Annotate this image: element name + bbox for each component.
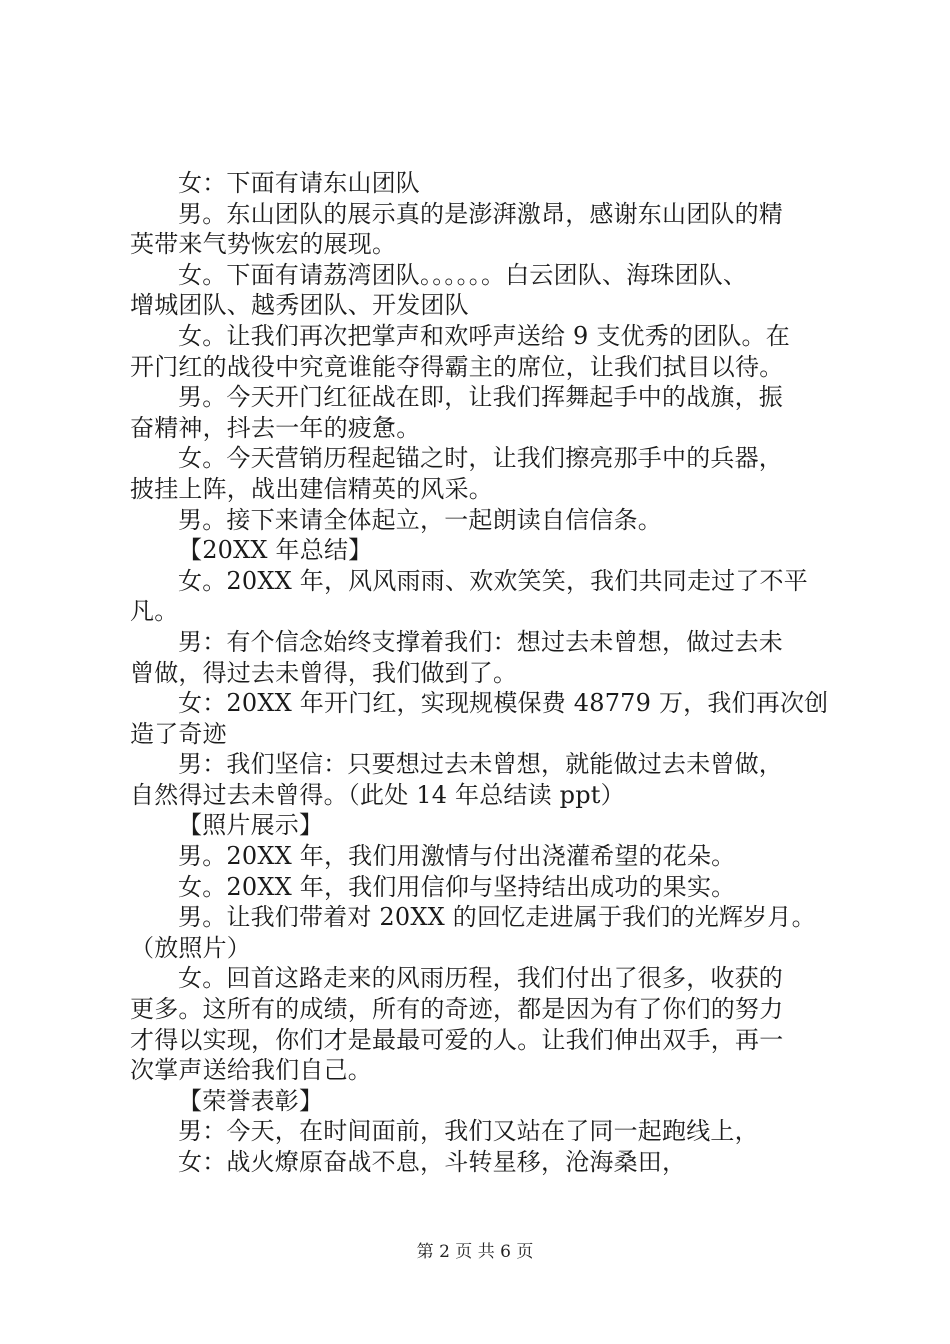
paragraph-line: 开门红的战役中究竟谁能夺得霸主的席位，让我们拭目以待。 [130, 352, 784, 381]
section-heading: 【20XX 年总结】 [178, 536, 373, 565]
paragraph-line: 造了奇迹 [130, 719, 227, 748]
section-heading: 【荣誉表彰】 [178, 1086, 324, 1115]
paragraph-line: 女。20XX 年，风风雨雨、欢欢笑笑，我们共同走过了不平 [178, 566, 808, 595]
paragraph-line: 女。今天营销历程起锚之时，让我们擦亮那手中的兵器， [178, 444, 783, 473]
paragraph-line: 女：下面有请东山团队 [178, 169, 420, 197]
paragraph-line: 男。让我们带着对 20XX 的回忆走进属于我们的光辉岁月。 [178, 903, 816, 932]
paragraph-line: 曾做，得过去未曾得，我们做到了。 [130, 658, 518, 687]
paragraph-line: 奋精神，抖去一年的疲惫。 [130, 413, 421, 442]
paragraph-line: 增城团队、越秀团队、开发团队 [130, 291, 469, 320]
paragraph-line: 男。接下来请全体起立，一起朗读自信信条。 [178, 505, 662, 534]
paragraph-line: 女。下面有请荔湾团队。。。。。。白云团队、海珠团队、 [178, 260, 748, 289]
paragraph-line: 凡。 [130, 597, 179, 626]
section-heading: 【照片展示】 [178, 811, 324, 840]
paragraph-line: 披挂上阵，战出建信精英的风采。 [130, 474, 493, 503]
paragraph-line: 次掌声送给我们自己。 [130, 1056, 372, 1085]
paragraph-line: 男：今天，在时间面前，我们又站在了同一起跑线上， [178, 1117, 759, 1146]
paragraph-line: 才得以实现，你们才是最最可爱的人。让我们伸出双手，再一 [130, 1025, 784, 1054]
document-body [130, 168, 832, 1178]
page-number-footer: 第 2 页 共 6 页 [416, 1242, 534, 1262]
paragraph-line: 英带来气势恢宏的展现。 [130, 230, 397, 259]
paragraph-line: 男。东山团队的展示真的是澎湃激昂，感谢东山团队的精 [178, 199, 783, 228]
paragraph-line: 男。今天开门红征战在即，让我们挥舞起手中的战旗，振 [178, 383, 783, 412]
paragraph-line: 自然得过去未曾得。（此处 14 年总结读 ppt） [130, 780, 625, 809]
paragraph-line: 男。20XX 年，我们用激情与付出浇灌希望的花朵。 [178, 842, 736, 871]
paragraph-line: 男：有个信念始终支撑着我们：想过去未曾想，做过去未 [178, 627, 783, 656]
paragraph-line: 男：我们坚信：只要想过去未曾想，就能做过去未曾做， [178, 750, 783, 779]
paragraph-line: 女。20XX 年，我们用信仰与坚持结出成功的果实。 [178, 872, 736, 901]
paragraph-line: 更多。这所有的成绩，所有的奇迹，都是因为有了你们的努力 [130, 995, 784, 1024]
paragraph-line: 女：战火燎原奋战不息，斗转星移，沧海桑田， [178, 1148, 687, 1176]
paragraph-line: 女。回首这路走来的风雨历程，我们付出了很多，收获的 [178, 964, 783, 993]
paragraph-line: 女：20XX 年开门红，实现规模保费 48779 万，我们再次创 [178, 689, 829, 718]
paragraph-line: 女。让我们再次把掌声和欢呼声送给 9 支优秀的团队。在 [178, 321, 790, 350]
paragraph-line: （放照片） [130, 933, 251, 962]
